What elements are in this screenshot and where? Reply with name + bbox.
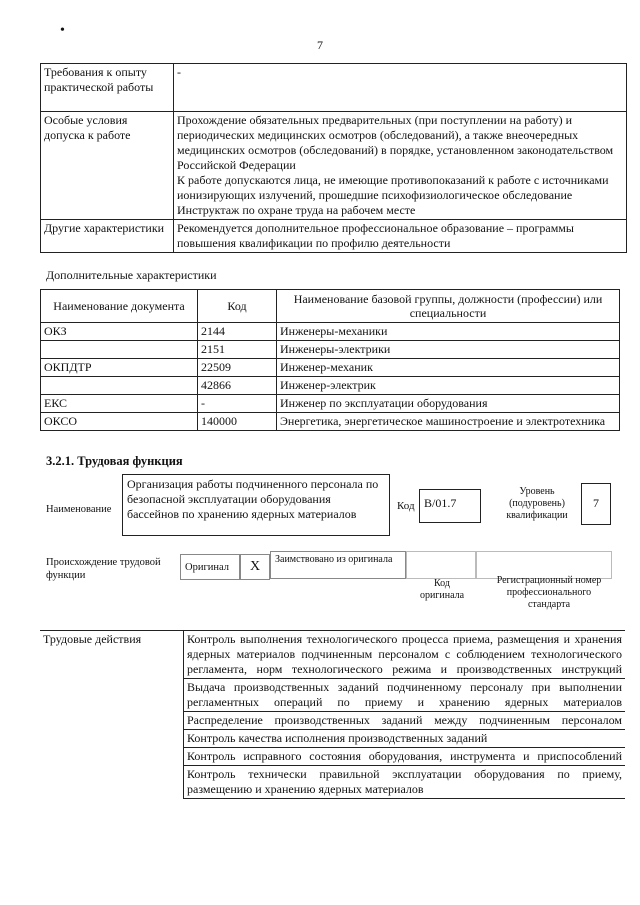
reg-number-caption: Регистрационный номер профессионального стандарта bbox=[496, 575, 602, 610]
cell: ЕКС bbox=[41, 395, 198, 413]
action-item: Контроль качества исполнения производственных заданий bbox=[184, 730, 626, 748]
action-item: Выдача производственных заданий подчиненному персоналу при выполнении регламентных операций по приему и хранению ядерных материалов bbox=[184, 679, 626, 712]
req-line: К работе допускаются лица, не имеющие противопоказаний к работе с источниками ионизирующих излучений, прошедшие психофизиологическое обследование bbox=[177, 173, 609, 202]
origin-label: Происхождение трудовой функции bbox=[46, 557, 161, 581]
action-item: Контроль технически правильной эксплуатации оборудования по приему, размещению и хранению ядерных материалов bbox=[184, 766, 626, 799]
cell: Инженер по эксплуатации оборудования bbox=[277, 395, 620, 413]
req-line: Прохождение обязательных предварительных (при поступлении на работу) и периодических медицинских осмотров (обследований), а также внеочередных медицинских осмотров (обследований) в порядке, установленном законодательством Российской Федерации bbox=[177, 113, 614, 172]
req-label: Требования к опыту практической работы bbox=[41, 64, 174, 112]
column-header: Наименование базовой группы, должности (профессии) или специальности bbox=[277, 290, 620, 323]
top-mark: • bbox=[60, 23, 65, 38]
req-line: - bbox=[177, 65, 181, 79]
original-box: Оригинал bbox=[180, 554, 240, 580]
actions-table bbox=[40, 630, 625, 799]
function-code-box: В/01.7 bbox=[419, 489, 481, 523]
name-label: Наименование bbox=[46, 504, 112, 515]
table-row bbox=[41, 377, 620, 395]
req-value bbox=[174, 220, 627, 253]
cell: ОКПДТР bbox=[41, 359, 198, 377]
cell: 42866 bbox=[198, 377, 277, 395]
page-number: 7 bbox=[317, 38, 323, 52]
action-item: Распределение производственных заданий между подчиненным персоналом bbox=[184, 712, 626, 730]
cell: ОКСО bbox=[41, 413, 198, 431]
cell: Энергетика, энергетическое машиностроение и электротехника bbox=[277, 413, 620, 431]
table-row bbox=[41, 220, 627, 253]
req-value bbox=[174, 64, 627, 112]
section-title: 3.2.1. Трудовая функция bbox=[46, 454, 183, 468]
cell: 22509 bbox=[198, 359, 277, 377]
requirements-table bbox=[40, 63, 627, 253]
code-original-caption: Код оригинала bbox=[419, 578, 465, 601]
cell: - bbox=[198, 395, 277, 413]
additional-title: Дополнительные характеристики bbox=[46, 268, 217, 282]
cell: Инженеры-механики bbox=[277, 323, 620, 341]
cell: ОКЗ bbox=[41, 323, 198, 341]
table-row bbox=[41, 395, 620, 413]
table-header-row bbox=[41, 290, 620, 323]
cell: 2151 bbox=[198, 341, 277, 359]
cell: 140000 bbox=[198, 413, 277, 431]
original-mark: X bbox=[240, 554, 270, 580]
code-label: Код bbox=[397, 500, 415, 512]
req-line: Рекомендуется дополнительное профессиональное образование – программы повышения квалификации по профилю деятельности bbox=[177, 221, 574, 250]
table-row bbox=[41, 413, 620, 431]
cell: Инженер-электрик bbox=[277, 377, 620, 395]
req-line: Инструктаж по охране труда на рабочем месте bbox=[177, 203, 416, 217]
additional-table bbox=[40, 289, 620, 431]
level-label: Уровень (подуровень) квалификации bbox=[506, 486, 568, 521]
action-item: Контроль выполнения технологического процесса приема, размещения и хранения ядерных материалов подчиненным персоналом с соблюдением технологического регламента, норм технологического режима и производственных инструкций bbox=[184, 631, 626, 679]
action-item: Контроль исправного состояния оборудования, инструмента и приспособлений bbox=[184, 748, 626, 766]
column-header: Код bbox=[198, 290, 277, 323]
cell: Инженер-механик bbox=[277, 359, 620, 377]
cell bbox=[41, 377, 198, 395]
table-row bbox=[41, 64, 627, 112]
column-header: Наименование документа bbox=[41, 290, 198, 323]
table-row bbox=[41, 341, 620, 359]
req-value bbox=[174, 112, 627, 220]
cell bbox=[41, 341, 198, 359]
table-row bbox=[41, 323, 620, 341]
level-box: 7 bbox=[581, 483, 611, 525]
borrowed-box: Заимствовано из оригинала bbox=[270, 551, 406, 579]
actions-label: Трудовые действия bbox=[40, 631, 184, 799]
table-row bbox=[40, 631, 625, 679]
code-original-box bbox=[406, 551, 476, 579]
req-label: Особые условия допуска к работе bbox=[41, 112, 174, 220]
cell: Инженеры-электрики bbox=[277, 341, 620, 359]
cell: 2144 bbox=[198, 323, 277, 341]
table-row bbox=[41, 359, 620, 377]
req-label: Другие характеристики bbox=[41, 220, 174, 253]
table-row bbox=[41, 112, 627, 220]
function-name-box: Организация работы подчиненного персонала по безопасной эксплуатации оборудования бассейнов по хранению ядерных материалов bbox=[122, 474, 390, 536]
